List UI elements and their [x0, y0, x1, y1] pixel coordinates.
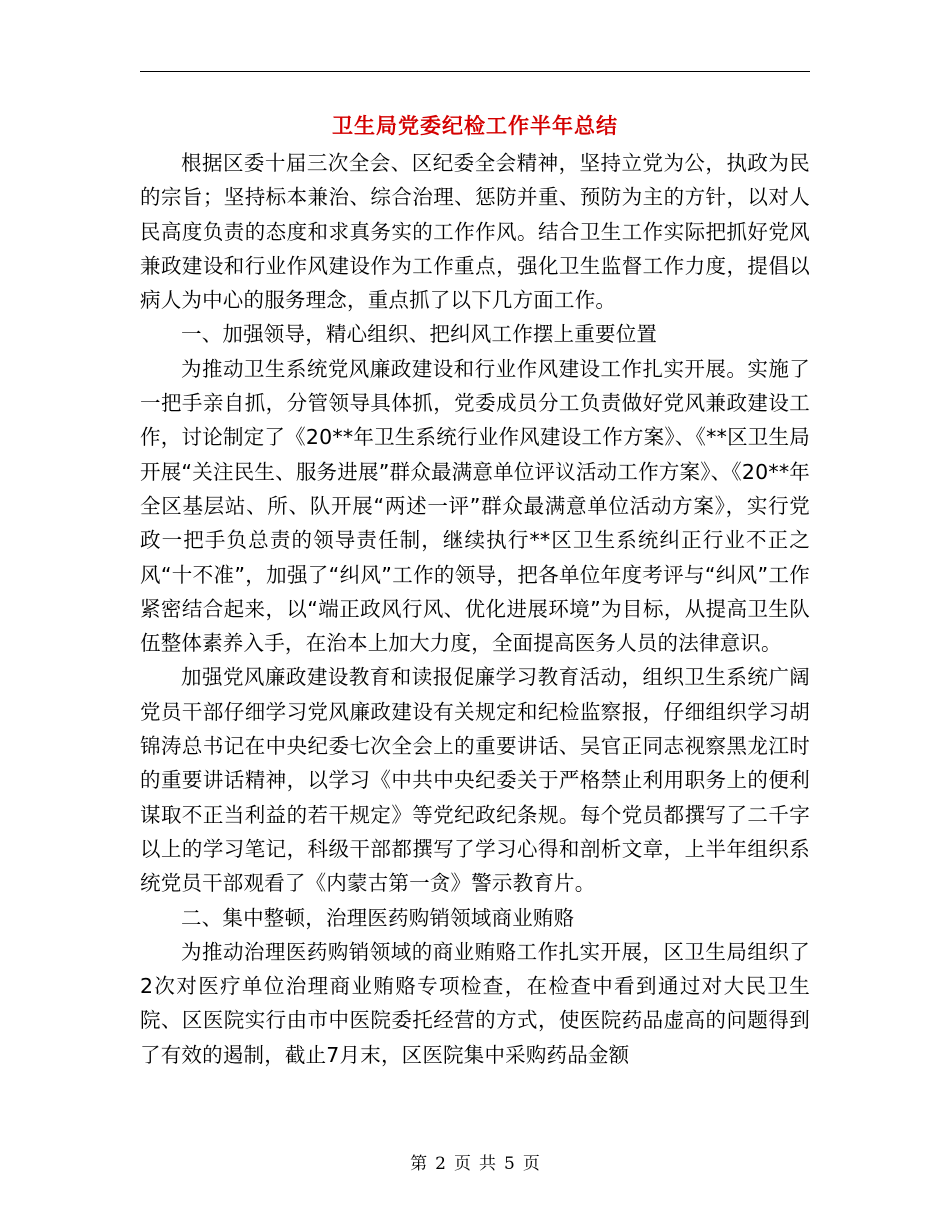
- document-title: 卫生局党委纪检工作半年总结: [332, 114, 618, 138]
- paragraph-section-1-b: 加强党风廉政建设教育和读报促廉学习教育活动，组织卫生系统广阔党员干部仔细学习党风廉政建设有关规定和纪检监察报，仔细组织学习胡锦涛总书记在中央纪委七次全会上的重要讲话、吴官正同志视察黑龙江时的重要讲话精神，以学习《中共中央纪委关于严格禁止利用职务上的便利谋取不正当利益的若干规定》等党纪政纪条规。每个党员都撰写了二千字以上的学习笔记，科级干部都撰写了学习心得和剖析文章，上半年组织系统党员干部观看了《内蒙古第一贪》警示教育片。: [140, 665, 810, 896]
- page-footer: [0, 1152, 950, 1176]
- footer-total-word: 共: [479, 1154, 496, 1174]
- paragraph-section-2-a: 为推动治理医药购销领域的商业贿赂工作扎实开展，区卫生局组织了2次对医疗单位治理商业贿赂专项检查，在检查中看到通过对大民卫生院、区医院实行由市中医院委托经营的方式，使医院药品虚高的问题得到了有效的遏制，截止7月末，区医院集中采购药品金额: [140, 939, 810, 1067]
- section-heading-1: 一、加强领导，精心组织、把纠风工作摆上重要位置: [181, 322, 658, 347]
- footer-current-page: 2: [435, 1154, 446, 1174]
- footer-total-pages: 5: [504, 1154, 515, 1174]
- section-heading-2: 二、集中整顿，治理医药购销领域商业贿赂: [181, 905, 575, 930]
- footer-suffix: 页: [522, 1154, 540, 1174]
- header-rule: [140, 71, 810, 72]
- document-body: [140, 146, 810, 1072]
- paragraph-section-1-a: 为推动卫生系统党风廉政建设和行业作风建设工作扎实开展。实施了一把手亲自抓，分管领导具体抓，党委成员分工负责做好党风兼政建设工作，讨论制定了《20**年卫生系统行业作风建设工作方案》、《**区卫生局开展“关注民生、服务进展”群众最满意单位评议活动工作方案》、《20**年全区基层站、所、队开展“两述一评”群众最满意单位活动方案》，实行党政一把手负总责的领导责任制，继续执行**区卫生系统纠正行业不正之风“十不准”，加强了“纠风”工作的领导，把各单位年度考评与“纠风”工作紧密结合起来，以“端正政风行风、优化进展环境”为目标，从提高卫生队伍整体素养入手，在治本上加大力度，全面提高医务人员的法律意识。: [140, 356, 810, 656]
- footer-page-word: 页: [454, 1154, 471, 1174]
- paragraph-intro: 根据区委十届三次全会、区纪委全会精神，坚持立党为公，执政为民的宗旨；坚持标本兼治、综合治理、惩防并重、预防为主的方针，以对人民高度负责的态度和求真务实的工作作风。结合卫生工作实际把抓好党风兼政建设和行业作风建设作为工作重点，强化卫生监督工作力度，提倡以病人为中心的服务理念，重点抓了以下几方面工作。: [140, 151, 810, 313]
- footer-prefix: 第: [410, 1154, 428, 1174]
